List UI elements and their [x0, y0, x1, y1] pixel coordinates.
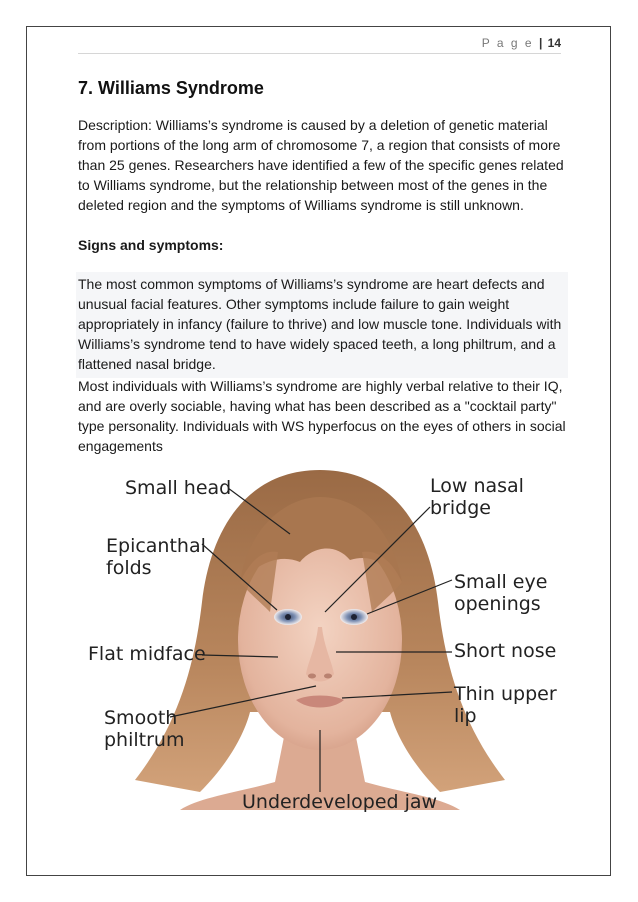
page-separator: | [538, 36, 543, 50]
page-word: P a g e [481, 36, 534, 50]
label-smooth-line1: Smooth [104, 707, 178, 729]
label-short-nose: Short nose [454, 640, 557, 662]
label-low-nasal-line2: bridge [430, 497, 491, 519]
label-smooth-line2: philtrum [104, 729, 185, 751]
signs-heading: Signs and symptoms: [78, 237, 224, 253]
label-epicanthal-line1: Epicanthal [106, 535, 206, 557]
label-jaw: Underdeveloped jaw [242, 791, 438, 813]
label-flat-midface: Flat midface [88, 643, 206, 665]
social-paragraph: Most individuals with Williams’s syndrome are highly verbal relative to their IQ, and are overly sociable, having what has been described as a "cocktail party" type personality. Individuals with WS hyperfocus on the eyes of others in social engagements [78, 378, 566, 454]
header-rule [78, 53, 561, 54]
facial-features-figure [80, 462, 560, 813]
symptoms-paragraph: The most common symptoms of Williams’s syndrome are heart defects and unusual facial features. Other symptoms include failure to gain weight appropriately in infancy (failure to thrive) and low muscle tone. Individuals with Williams’s syndrome tend to have widely spaced teeth, a long philtrum, and a flattened nasal bridge. [76, 272, 568, 378]
page-header [482, 36, 561, 50]
label-epicanthal-line2: folds [106, 557, 152, 579]
label-thin-lip-line1: Thin upper [454, 683, 557, 705]
label-small-head: Small head [125, 477, 232, 499]
label-small-eye-line2: openings [454, 593, 541, 615]
page-number: 14 [547, 36, 561, 50]
label-small-eye-line1: Small eye [454, 571, 548, 593]
description-paragraph: Description: Williams’s syndrome is caused by a deletion of genetic material from portions of the long arm of chromosome 7, a region that consists of more than 25 genes. Researchers have identified a few of the specific genes related to Williams syndrome, but the relationship between most of the genes in the deleted region and the symptoms of Williams syndrome is still unknown. [78, 117, 564, 213]
section-title: 7. Williams Syndrome [78, 78, 264, 98]
label-low-nasal-line1: Low nasal [430, 475, 524, 497]
label-thin-lip-line2: lip [454, 705, 477, 727]
